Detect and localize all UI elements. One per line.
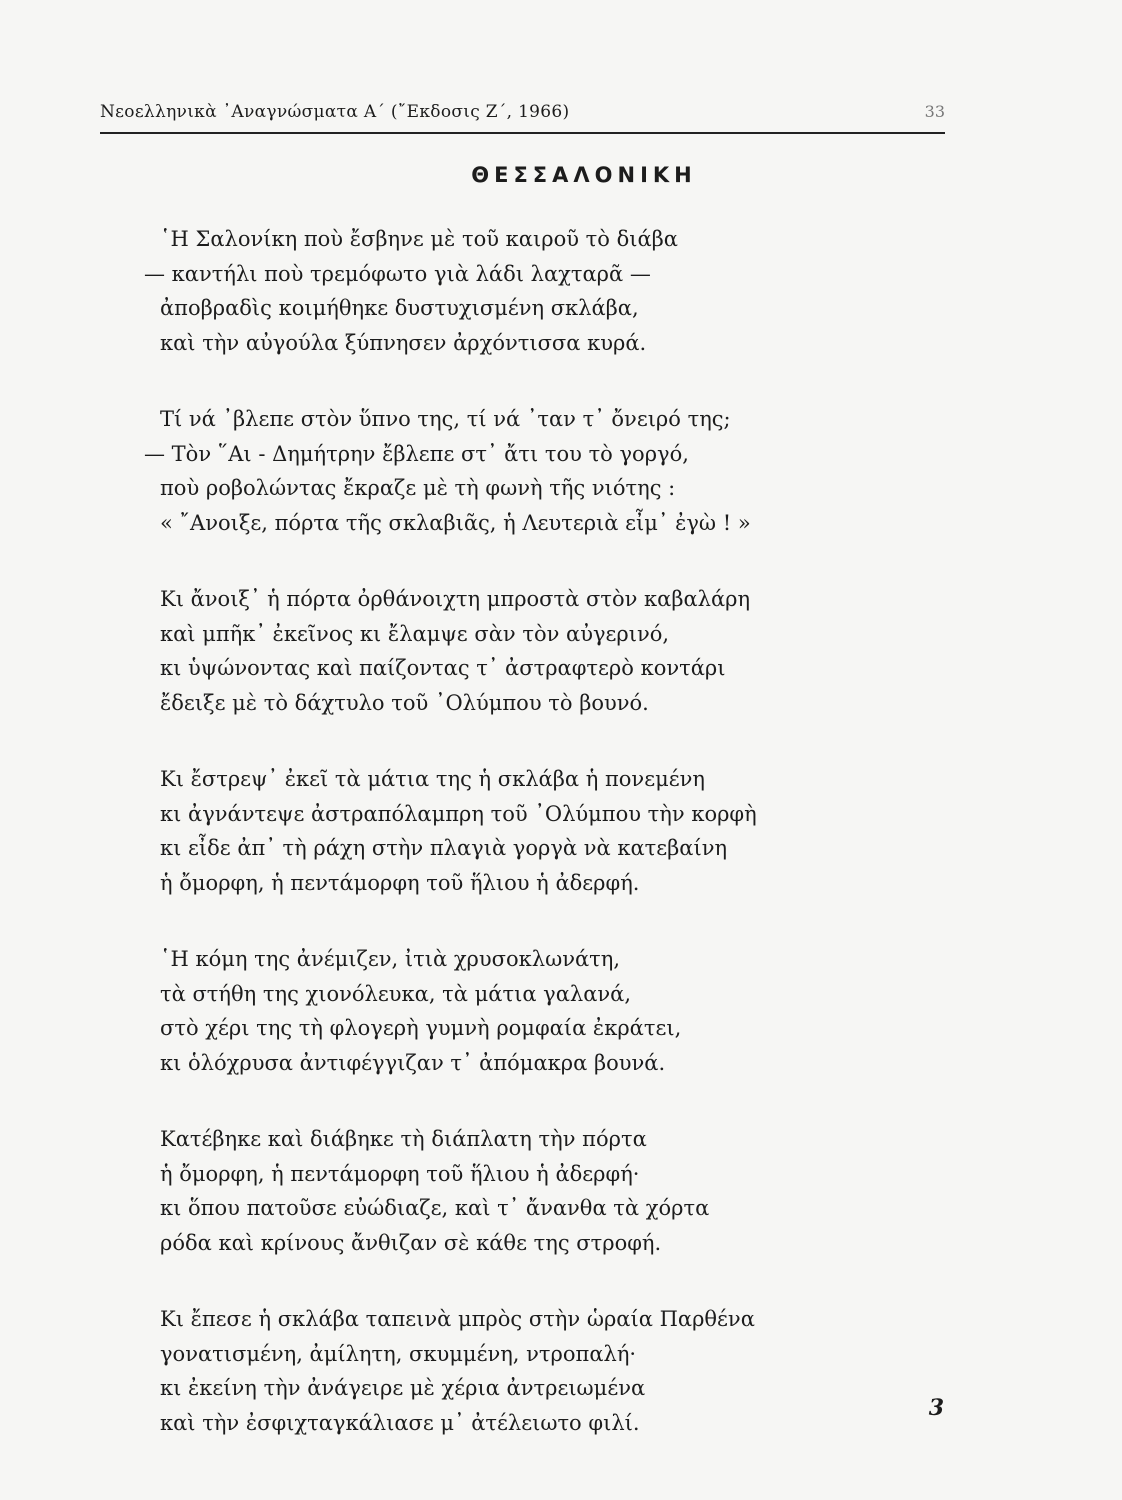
poem-line: ἡ ὄμορφη, ἡ πεντάμορφη τοῦ ἥλιου ἡ ἀδερφή· <box>160 1161 640 1186</box>
poem-line: ρόδα καὶ κρίνους ἄνθιζαν σὲ κάθε της στροφή. <box>160 1230 662 1255</box>
poem-line: καὶ τὴν αὐγούλα ξύπνησεν ἀρχόντισσα κυρά. <box>160 330 647 355</box>
poem-line: κι ὁλόχρυσα ἀντιφέγγιζαν τ᾽ ἀπόμακρα βουνά. <box>160 1050 666 1075</box>
stanza-7 <box>160 1302 960 1440</box>
poem-line: ἔδειξε μὲ τὸ δάχτυλο τοῦ ᾿Ολύμπου τὸ βουνό. <box>160 690 649 715</box>
poem-line: κι εἶδε ἀπ᾽ τὴ ράχη στὴν πλαγιὰ γοργὰ νὰ κατεβαίνη <box>160 836 728 860</box>
poem-line: ἡ ὄμορφη, ἡ πεντάμορφη τοῦ ἥλιου ἡ ἀδερφή. <box>160 870 640 895</box>
poem-body <box>144 222 960 1440</box>
poem-line: Κατέβηκε καὶ διάβηκε τὴ διάπλατη τὴν πόρτα <box>160 1127 647 1151</box>
running-title: Νεοελληνικὰ ᾿Αναγνώσματα Α΄ (῎Εκδοσις Ζ΄, 1966) <box>100 102 570 122</box>
stanza-5 <box>160 942 960 1080</box>
poem-line: ῾Η κόμη της ἀνέμιζεν, ἰτιὰ χρυσοκλωνάτη, <box>160 947 621 971</box>
poem-line: Κι ἔστρεψ᾽ ἐκεῖ τὰ μάτια της ἡ σκλάβα ἡ πονεμένη <box>160 767 705 791</box>
poem-line: καὶ μπῆκ᾽ ἐκεῖνος κι ἔλαμψε σὰν τὸν αὐγερινό, <box>160 621 670 646</box>
footer-number: 3 <box>928 1395 944 1421</box>
poem-line: κι ἐκείνη τὴν ἀνάγειρε μὲ χέρια ἀντρειωμένα <box>160 1376 646 1400</box>
poem-line: στὸ χέρι της τὴ φλογερὴ γυμνὴ ρομφαία ἐκράτει, <box>160 1016 682 1040</box>
poem-line: — Τὸν ῞Αι - Δημήτρην ἔβλεπε στ᾽ ἄτι του τὸ γοργό, <box>144 441 689 466</box>
poem-line: ποὺ ροβολώντας ἔκραζε μὲ τὴ φωνὴ τῆς νιότης : <box>160 476 676 500</box>
poem-line: — καντήλι ποὺ τρεμόφωτο γιὰ λάδι λαχταρᾶ — <box>144 261 651 286</box>
poem-line: « ῎Ανοιξε, πόρτα τῆς σκλαβιᾶς, ἡ Λευτεριὰ εἶμ᾽ ἐγὼ ! » <box>160 510 751 535</box>
poem-line: κι ὅπου πατοῦσε εὐώδιαζε, καὶ τ᾽ ἄνανθα τὰ χόρτα <box>160 1196 710 1220</box>
stanza-4 <box>160 762 960 900</box>
poem-title: ΘΕΣΣΑΛΟΝΙΚΗ <box>471 163 697 187</box>
poem-line: Τί νά ᾽βλεπε στὸν ὕπνο της, τί νά ᾽ταν τ᾽ ὄνειρό της; <box>160 407 731 431</box>
stanza-3 <box>160 582 960 720</box>
poem-line: Κι ἄνοιξ᾽ ἡ πόρτα ὀρθάνοιχτη μπροστὰ στὸν καβαλάρη <box>160 587 751 611</box>
poem-line: καὶ τὴν ἐσφιχταγκάλιασε μ᾽ ἀτέλειωτο φιλί. <box>160 1410 640 1435</box>
poem-line: ῾Η Σαλονίκη ποὺ ἔσβηνε μὲ τοῦ καιροῦ τὸ διάβα <box>160 227 678 251</box>
stanza-1 <box>144 222 960 360</box>
stanza-2 <box>144 402 960 540</box>
poem-line: Κι ἔπεσε ἡ σκλάβα ταπεινὰ μπρὸς στὴν ὡραία Παρθένα <box>160 1307 755 1331</box>
poem-line: γονατισμένη, ἀμίλητη, σκυμμένη, ντροπαλή· <box>160 1341 637 1366</box>
stanza-6 <box>160 1122 960 1260</box>
page-number: 33 <box>924 102 945 121</box>
poem-line: ἀποβραδὶς κοιμήθηκε δυστυχισμένη σκλάβα, <box>160 296 639 320</box>
poem-line: τὰ στήθη της χιονόλευκα, τὰ μάτια γαλανά, <box>160 981 632 1006</box>
poem-line: κι ὑψώνοντας καὶ παίζοντας τ᾽ ἀστραφτερὸ κοντάρι <box>160 656 726 680</box>
running-header <box>100 96 945 134</box>
poem-line: κι ἀγνάντεψε ἀστραπόλαμπρη τοῦ ᾿Ολύμπου τὴν κορφὴ <box>160 801 757 826</box>
